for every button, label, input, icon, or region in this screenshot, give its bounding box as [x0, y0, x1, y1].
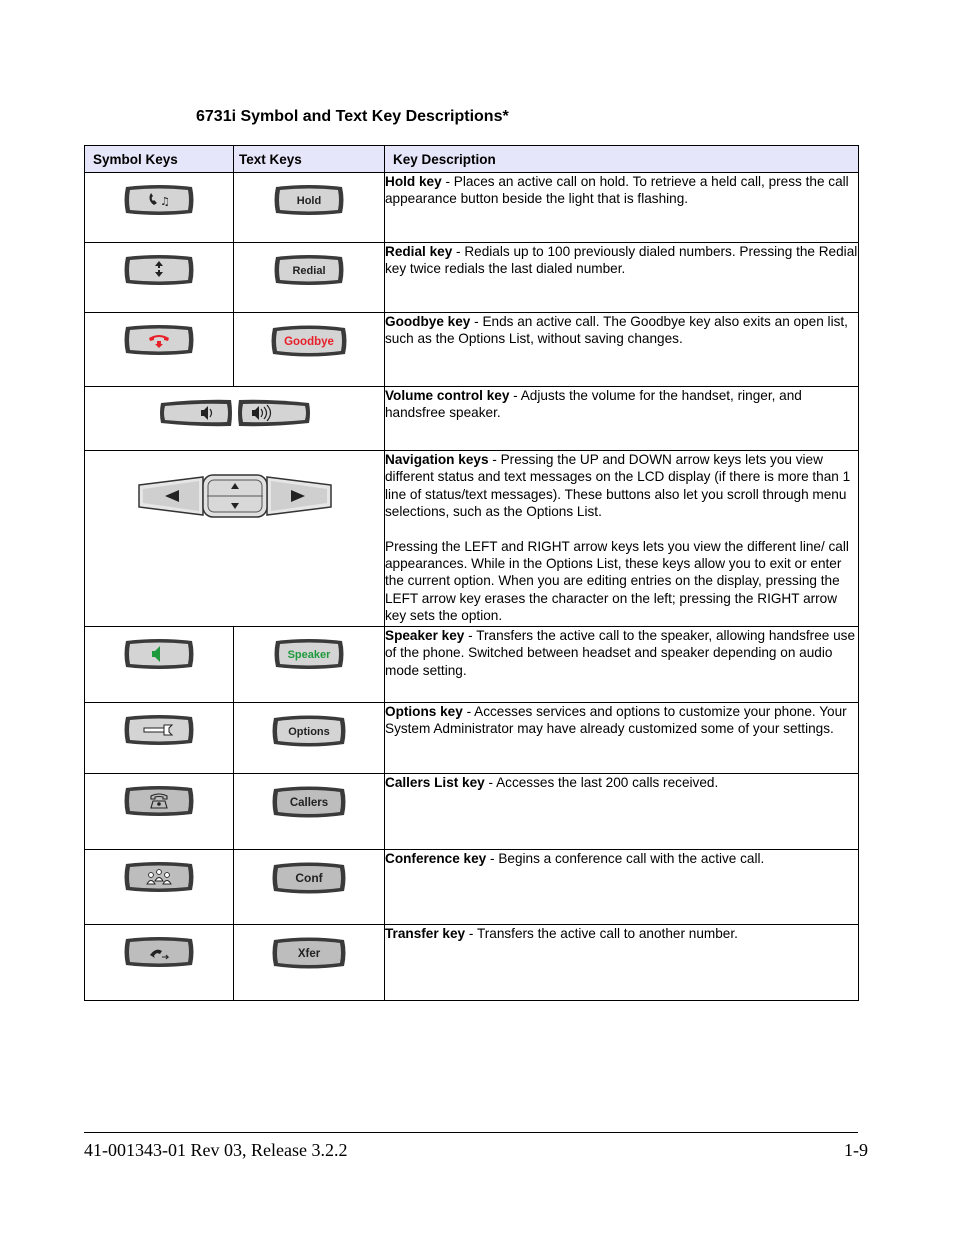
symbol-cell — [85, 173, 234, 243]
key-name: Navigation keys — [385, 452, 489, 467]
description-cell — [385, 451, 859, 627]
key-description-2: Pressing the LEFT and RIGHT arrow keys lets you view the different line/ call appearances. While in the Options List, these keys allow you to exit or enter the current option. When you are editing entries on the display, pressing the LEFT arrow key erases the character on the left; pressing the RIGHT arrow key sets the option. — [385, 538, 849, 624]
footer-page-number: 1-9 — [844, 1140, 868, 1160]
text-cell — [234, 243, 385, 313]
redial-text-key — [272, 253, 346, 287]
footer-rule — [84, 1132, 858, 1133]
speaker-symbol-key — [122, 637, 196, 671]
table-row-callers — [85, 774, 859, 850]
key-description: - Begins a conference call with the active call. — [486, 851, 765, 866]
key-description: - Ends an active call. The Goodbye key also exits an open list, such as the Options List, without saving changes. — [385, 314, 848, 347]
symbol-cell — [85, 451, 385, 627]
symbol-cell — [85, 850, 234, 925]
conference-symbol-key — [122, 860, 196, 894]
header-symbol-keys: Symbol Keys — [85, 146, 234, 173]
table-row-volume — [85, 387, 859, 451]
description-cell — [385, 243, 859, 313]
transfer-symbol-key — [122, 935, 196, 969]
symbol-cell — [85, 387, 385, 451]
symbol-cell — [85, 627, 234, 703]
svg-text:♫: ♫ — [160, 195, 170, 208]
description-cell — [385, 774, 859, 850]
key-description: - Pressing the UP and DOWN arrow keys lets you view different status and text messages on the LCD display (if there is more than 1 line of status/text messages). These buttons also let you scroll through menu selections, such as the Options List. — [385, 452, 851, 520]
text-cell — [234, 850, 385, 925]
key-name: Redial key — [385, 244, 453, 259]
footer-document-id: 41-001343-01 Rev 03, Release 3.2.2 — [84, 1140, 348, 1160]
hold-key-label: Hold — [296, 195, 322, 207]
key-description: - Places an active call on hold. To retrieve a held call, press the call appearance button beside the light that is flashing. — [385, 174, 849, 207]
callers-key-label: Callers — [289, 797, 329, 809]
description-cell — [385, 850, 859, 925]
transfer-key-label: Xfer — [297, 948, 321, 960]
header-key-description: Key Description — [385, 146, 859, 173]
description-cell — [385, 925, 859, 1001]
redial-symbol-key — [122, 253, 196, 287]
symbol-cell — [85, 774, 234, 850]
table-row-options — [85, 703, 859, 774]
key-name: Callers List key — [385, 775, 485, 790]
text-cell — [234, 774, 385, 850]
description-cell — [385, 627, 859, 703]
goodbye-key-label: Goodbye — [284, 336, 334, 348]
table-row-transfer — [85, 925, 859, 1001]
speaker-key-label: Speaker — [287, 649, 331, 661]
text-cell — [234, 313, 385, 387]
table-row-redial — [85, 243, 859, 313]
description-cell — [385, 173, 859, 243]
key-descriptions-table — [84, 145, 859, 1001]
symbol-cell — [85, 313, 234, 387]
table-row-hold — [85, 173, 859, 243]
key-name: Hold key — [385, 174, 442, 189]
key-description: - Adjusts the volume for the handset, ringer, and handsfree speaker. — [385, 388, 802, 421]
text-cell — [234, 703, 385, 774]
key-name: Transfer key — [385, 926, 466, 941]
key-name: Speaker key — [385, 628, 465, 643]
conference-text-key — [270, 860, 348, 896]
key-description: - Accesses services and options to customize your phone. Your System Administrator may have already customized some of your settings. — [385, 704, 847, 737]
key-description: - Accesses the last 200 calls received. — [484, 775, 719, 790]
key-description: - Redials up to 100 previously dialed numbers. Pressing the Redial key twice redials the last dialed number. — [385, 244, 858, 277]
text-cell — [234, 627, 385, 703]
options-symbol-key — [122, 713, 196, 747]
key-name: Options key — [385, 704, 463, 719]
callers-symbol-key — [122, 784, 196, 818]
page-title: 6731i Symbol and Text Key Descriptions* — [196, 108, 509, 125]
goodbye-text-key — [269, 323, 349, 359]
options-text-key — [270, 713, 348, 749]
table-row-navigation — [85, 451, 859, 627]
description-cell — [385, 313, 859, 387]
key-name: Volume control key — [385, 388, 510, 403]
conference-key-label: Conf — [295, 871, 323, 885]
symbol-cell — [85, 925, 234, 1001]
key-description: - Transfers the active call to another number. — [465, 926, 738, 941]
navigation-keys — [137, 465, 333, 527]
text-cell — [234, 925, 385, 1001]
key-description: - Transfers the active call to the speaker, allowing handsfree use of the phone. Switched between headset and speaker depending on audio mode setting. — [385, 628, 856, 678]
description-cell — [385, 703, 859, 774]
options-key-label: Options — [288, 726, 330, 738]
key-name: Conference key — [385, 851, 487, 866]
goodbye-symbol-key — [122, 323, 196, 357]
speaker-text-key — [272, 637, 346, 671]
hold-symbol-key — [122, 183, 196, 217]
table-header-row — [85, 146, 859, 173]
table-row-goodbye — [85, 313, 859, 387]
table-row-speaker — [85, 627, 859, 703]
table-row-conference — [85, 850, 859, 925]
text-cell — [234, 173, 385, 243]
redial-key-label: Redial — [292, 265, 326, 277]
description-cell — [385, 387, 859, 451]
header-text-keys: Text Keys — [234, 146, 385, 173]
transfer-text-key — [270, 935, 348, 971]
symbol-cell — [85, 243, 234, 313]
volume-control-key — [159, 395, 311, 431]
hold-text-key — [272, 183, 346, 217]
key-name: Goodbye key — [385, 314, 471, 329]
callers-text-key — [270, 784, 348, 820]
symbol-cell — [85, 703, 234, 774]
